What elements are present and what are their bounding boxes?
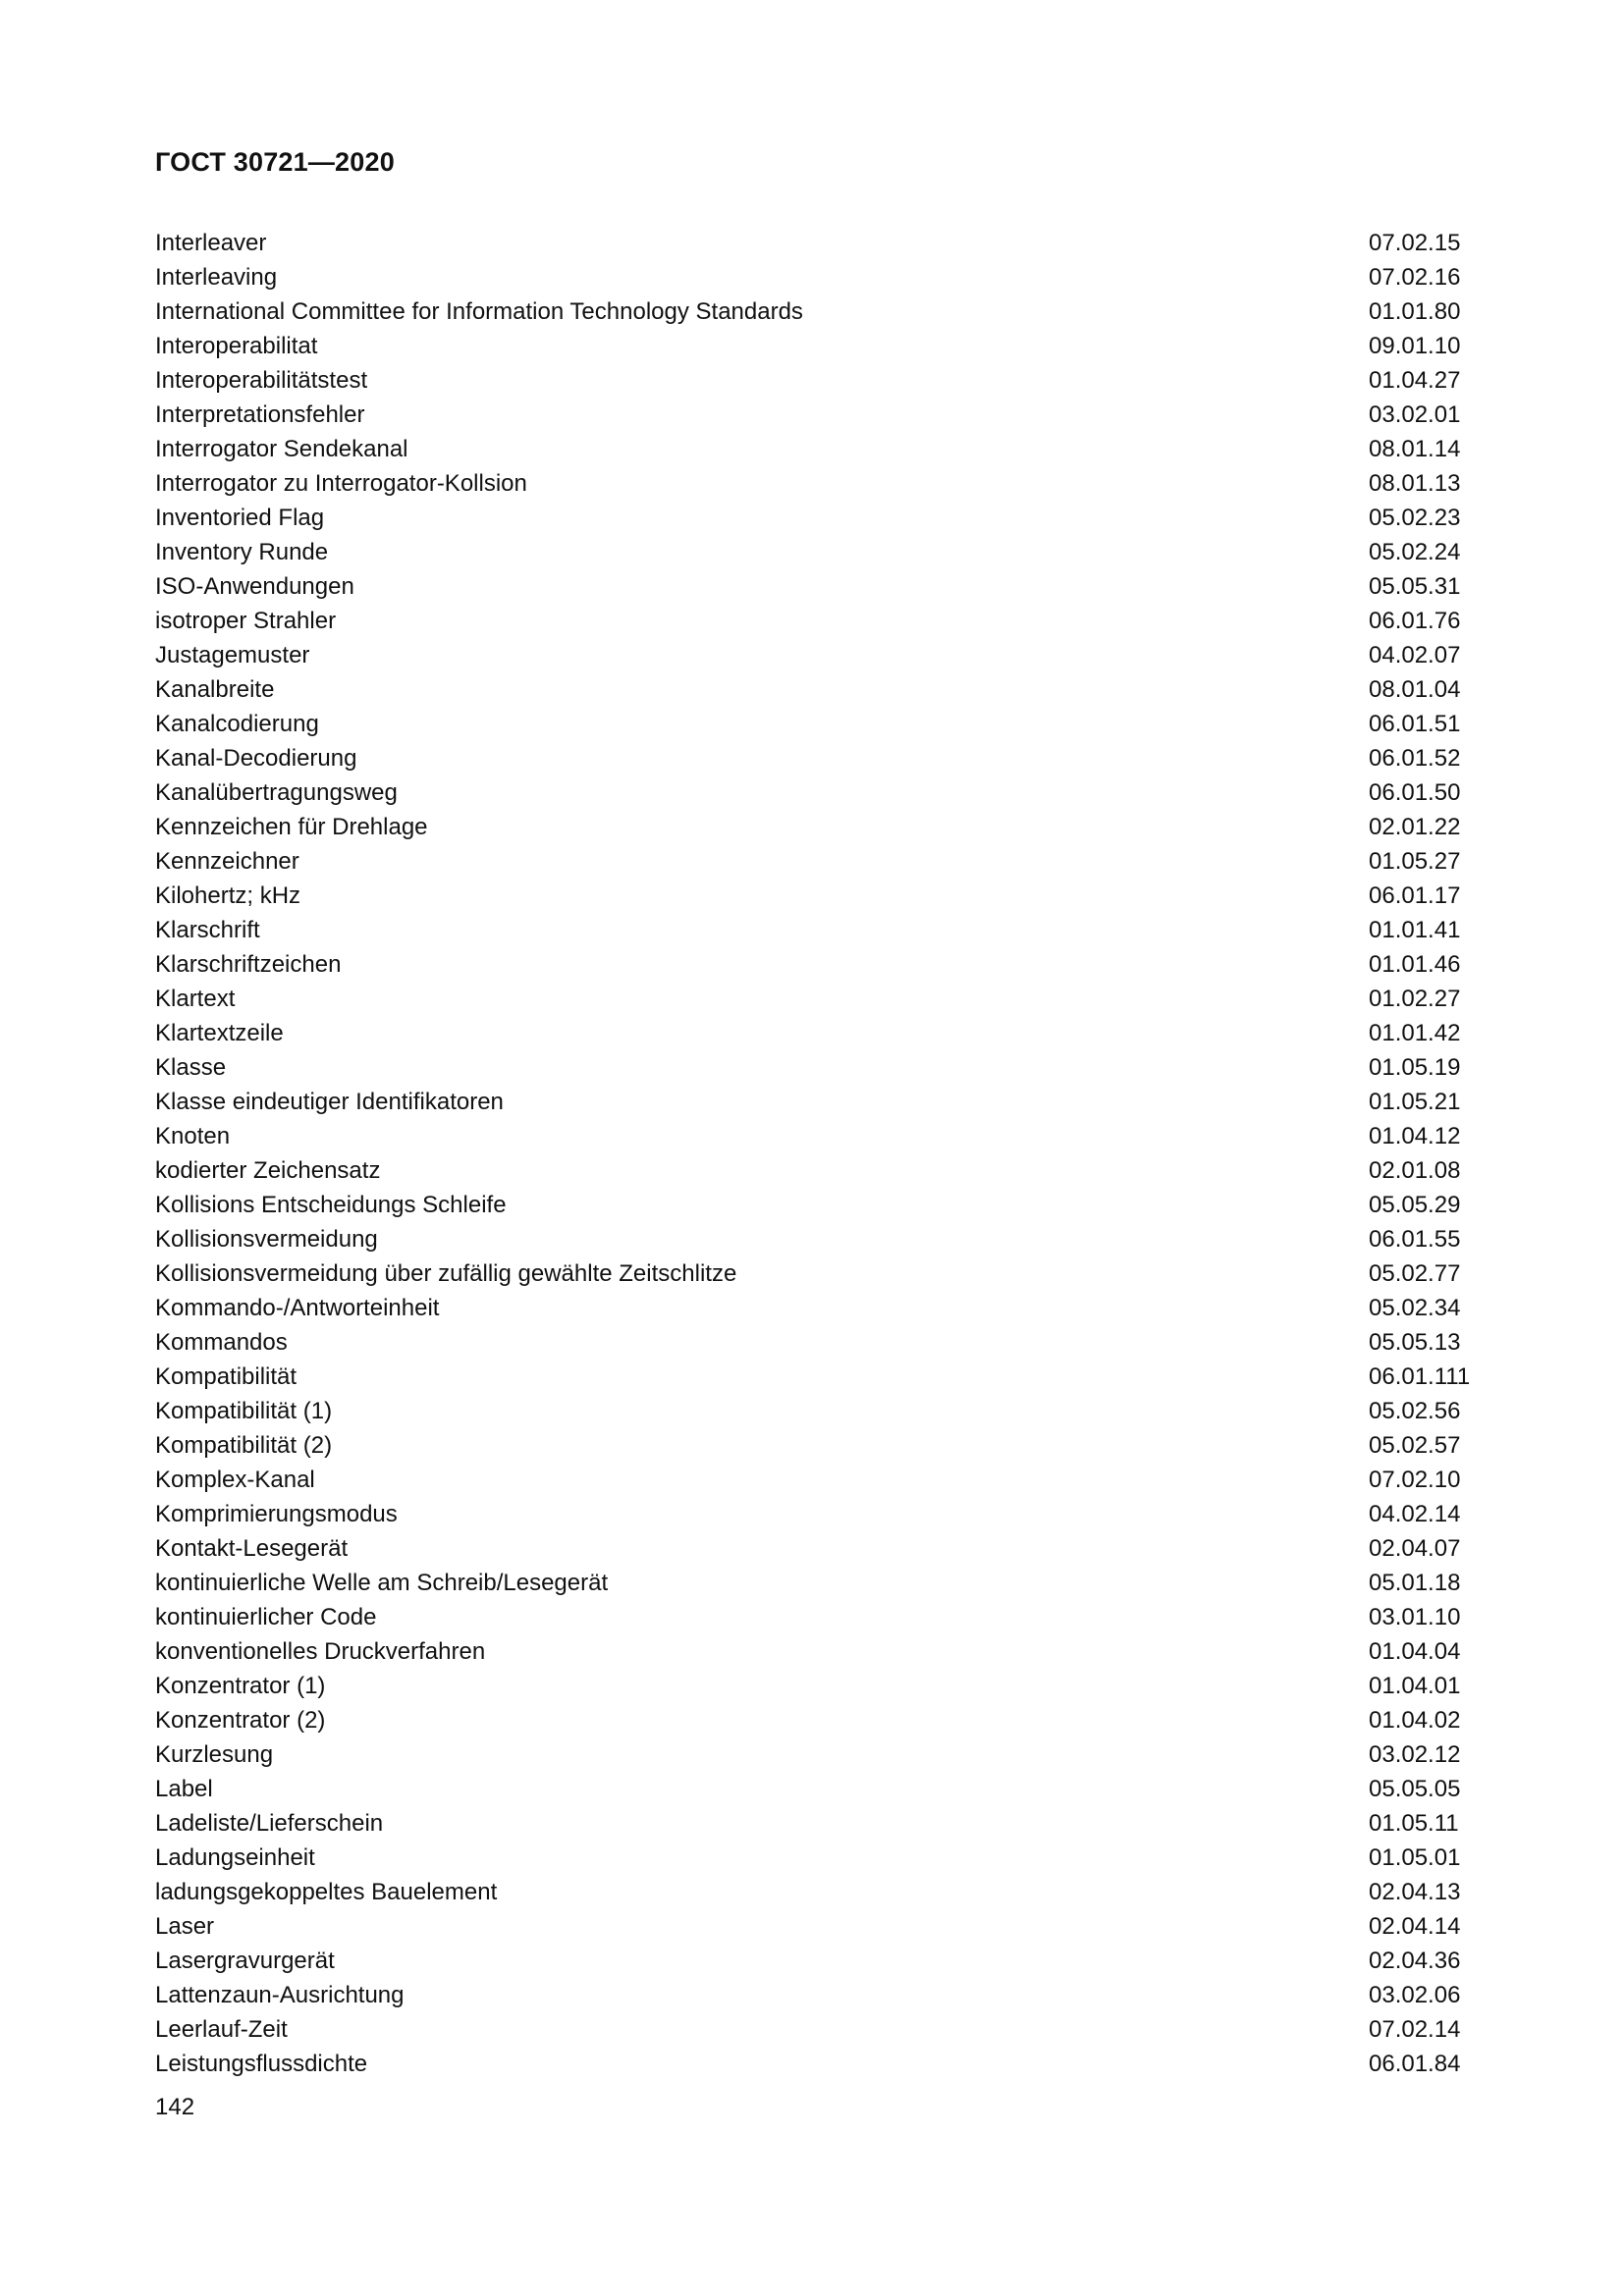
index-entry [155,1222,1471,1256]
index-reference: 03.02.01 [1369,401,1461,428]
index-entry [155,1188,1471,1222]
index-term: Klasse [155,1054,227,1081]
index-reference: 05.02.34 [1369,1295,1461,1321]
index-reference: 04.02.14 [1369,1501,1461,1527]
index-term: Kommando-/Antworteinheit [155,1295,440,1321]
index-entry [155,1325,1471,1360]
index-entry [155,398,1471,432]
index-reference: 04.02.07 [1369,642,1461,668]
index-reference: 07.02.14 [1369,2016,1461,2043]
index-reference: 01.04.27 [1369,367,1461,394]
index-term: Inventoried Flag [155,505,325,531]
index-reference: 01.01.42 [1369,1020,1461,1046]
index-reference: 07.02.16 [1369,264,1461,291]
index-term: Kanalübertragungsweg [155,779,398,806]
index-term: Konzentrator (2) [155,1707,326,1734]
index-reference: 02.04.36 [1369,1948,1461,1974]
index-entry [155,2047,1471,2081]
index-entry [155,432,1471,466]
index-reference: 05.05.29 [1369,1192,1461,1218]
index-reference: 06.01.51 [1369,711,1461,737]
index-entry [155,363,1471,398]
index-entry [155,672,1471,707]
index-term: Lasergravurgerät [155,1948,335,1974]
page-header: ГОСТ 30721—2020 [155,147,395,177]
index-term: Interleaving [155,264,278,291]
page-number: 142 [155,2094,195,2120]
index-term: Leerlauf-Zeit [155,2016,288,2043]
index-term: Interrogator Sendekanal [155,436,408,462]
index-entry [155,1497,1471,1531]
index-reference: 01.02.27 [1369,986,1461,1012]
index-entry [155,1394,1471,1428]
index-entry [155,329,1471,363]
index-entry [155,879,1471,913]
index-term: Label [155,1776,213,1802]
index-term: Leistungsflussdichte [155,2051,368,2077]
index-entry [155,604,1471,638]
index-term: Interrogator zu Interrogator-Kollsion [155,470,527,497]
index-reference: 01.01.46 [1369,951,1461,978]
index-entry [155,1050,1471,1085]
index-entry [155,2012,1471,2047]
index-entry [155,294,1471,329]
index-entry [155,1634,1471,1669]
index-reference: 08.01.04 [1369,676,1461,703]
index-entry [155,260,1471,294]
index-reference: 01.05.19 [1369,1054,1461,1081]
index-reference: 07.02.15 [1369,230,1461,256]
index-entry [155,707,1471,741]
index-term: kontinuierliche Welle am Schreib/Lesegerät [155,1570,609,1596]
index-reference: 02.04.07 [1369,1535,1461,1562]
index-reference: 01.05.11 [1369,1810,1459,1837]
index-entry [155,535,1471,569]
index-reference: 05.05.13 [1369,1329,1461,1356]
index-entry [155,1875,1471,1909]
index-entry [155,844,1471,879]
index-reference: 02.01.22 [1369,814,1461,840]
index-entry [155,1600,1471,1634]
index-reference: 05.05.05 [1369,1776,1461,1802]
index-entry [155,569,1471,604]
index-term: Konzentrator (1) [155,1673,326,1699]
index-term: Klarschrift [155,917,260,943]
index-entry [155,1806,1471,1841]
index-term: Kommandos [155,1329,288,1356]
index-reference: 06.01.111 [1369,1363,1471,1390]
index-term: Klartextzeile [155,1020,284,1046]
index-entry [155,1703,1471,1737]
index-reference: 06.01.76 [1369,608,1461,634]
index-term: Kanalcodierung [155,711,319,737]
index-term: Lattenzaun-Ausrichtung [155,1982,405,2008]
index-entry [155,1016,1471,1050]
index-reference: 02.01.08 [1369,1157,1461,1184]
index-entry [155,1085,1471,1119]
index-term: Kennzeichner [155,848,299,875]
index-reference: 01.04.01 [1369,1673,1461,1699]
index-entry [155,1909,1471,1944]
index-term: isotroper Strahler [155,608,337,634]
index-term: Kurzlesung [155,1741,274,1768]
index-reference: 06.01.17 [1369,882,1461,909]
index-term: ladungsgekoppeltes Bauelement [155,1879,498,1905]
index-term: konventionelles Druckverfahren [155,1638,486,1665]
index-term: Interoperabilitat [155,333,318,359]
index-reference: 03.02.12 [1369,1741,1461,1768]
index-reference: 05.02.24 [1369,539,1461,565]
index-term: Kompatibilität [155,1363,298,1390]
index-term: Klasse eindeutiger Identifikatoren [155,1089,504,1115]
index-term: Interleaver [155,230,267,256]
index-reference: 01.01.41 [1369,917,1461,943]
index-reference: 03.02.06 [1369,1982,1461,2008]
index-entry [155,1772,1471,1806]
index-term: ISO-Anwendungen [155,573,354,600]
index-entry [155,226,1471,260]
index-reference: 03.01.10 [1369,1604,1461,1630]
index-term: Laser [155,1913,215,1940]
index-entry [155,1256,1471,1291]
index-term: kodierter Zeichensatz [155,1157,381,1184]
index-term: Inventory Runde [155,539,329,565]
index-entry [155,1978,1471,2012]
index-entry [155,1944,1471,1978]
index-reference: 06.01.50 [1369,779,1461,806]
index-term: Kanalbreite [155,676,275,703]
index-entry [155,775,1471,810]
index-term: Kontakt-Lesegerät [155,1535,349,1562]
index-entry [155,810,1471,844]
index-term: Komplex-Kanal [155,1467,315,1493]
index-reference: 06.01.52 [1369,745,1461,772]
index-term: Kollisionsvermeidung über zufällig gewählte Zeitschlitze [155,1260,737,1287]
index-reference: 08.01.14 [1369,436,1461,462]
index-reference: 01.04.12 [1369,1123,1461,1149]
index-term: International Committee for Information Technology Standards [155,298,803,325]
index-entry [155,1531,1471,1566]
index-term: Knoten [155,1123,231,1149]
index-term: Komprimierungsmodus [155,1501,398,1527]
index-reference: 02.04.14 [1369,1913,1461,1940]
index-term: Interoperabilitätstest [155,367,368,394]
index-reference: 09.01.10 [1369,333,1461,359]
index-reference: 02.04.13 [1369,1879,1461,1905]
index-reference: 01.05.21 [1369,1089,1461,1115]
index-term: Kanal-Decodierung [155,745,357,772]
index-entry [155,466,1471,501]
index-list [155,226,1471,2081]
index-reference: 05.01.18 [1369,1570,1461,1596]
index-entry [155,1428,1471,1463]
index-entry [155,913,1471,947]
index-entry [155,1153,1471,1188]
index-reference: 08.01.13 [1369,470,1461,497]
index-reference: 05.02.56 [1369,1398,1461,1424]
index-entry [155,1737,1471,1772]
index-term: Klarschriftzeichen [155,951,342,978]
index-term: Interpretationsfehler [155,401,365,428]
index-entry [155,638,1471,672]
index-reference: 05.05.31 [1369,573,1461,600]
index-term: Ladeliste/Lieferschein [155,1810,384,1837]
index-reference: 05.02.23 [1369,505,1461,531]
index-term: Kollisions Entscheidungs Schleife [155,1192,507,1218]
index-entry [155,1291,1471,1325]
index-term: Kompatibilität (1) [155,1398,333,1424]
index-entry [155,741,1471,775]
index-term: Kilohertz; kHz [155,882,301,909]
index-entry [155,1669,1471,1703]
index-reference: 05.02.57 [1369,1432,1461,1459]
index-entry [155,947,1471,982]
index-reference: 01.01.80 [1369,298,1461,325]
index-term: Kompatibilität (2) [155,1432,333,1459]
index-term: Justagemuster [155,642,310,668]
index-reference: 06.01.55 [1369,1226,1461,1253]
index-reference: 01.04.04 [1369,1638,1461,1665]
index-entry [155,1463,1471,1497]
index-reference: 01.04.02 [1369,1707,1461,1734]
index-entry [155,1841,1471,1875]
index-term: Klartext [155,986,236,1012]
index-reference: 06.01.84 [1369,2051,1461,2077]
index-term: Ladungseinheit [155,1844,315,1871]
index-entry [155,1119,1471,1153]
index-reference: 05.02.77 [1369,1260,1461,1287]
index-reference: 01.05.27 [1369,848,1461,875]
index-reference: 01.05.01 [1369,1844,1461,1871]
index-term: Kennzeichen für Drehlage [155,814,428,840]
index-term: kontinuierlicher Code [155,1604,377,1630]
index-entry [155,1360,1471,1394]
index-entry [155,501,1471,535]
index-entry [155,1566,1471,1600]
index-term: Kollisionsvermeidung [155,1226,378,1253]
index-entry [155,982,1471,1016]
index-reference: 07.02.10 [1369,1467,1461,1493]
